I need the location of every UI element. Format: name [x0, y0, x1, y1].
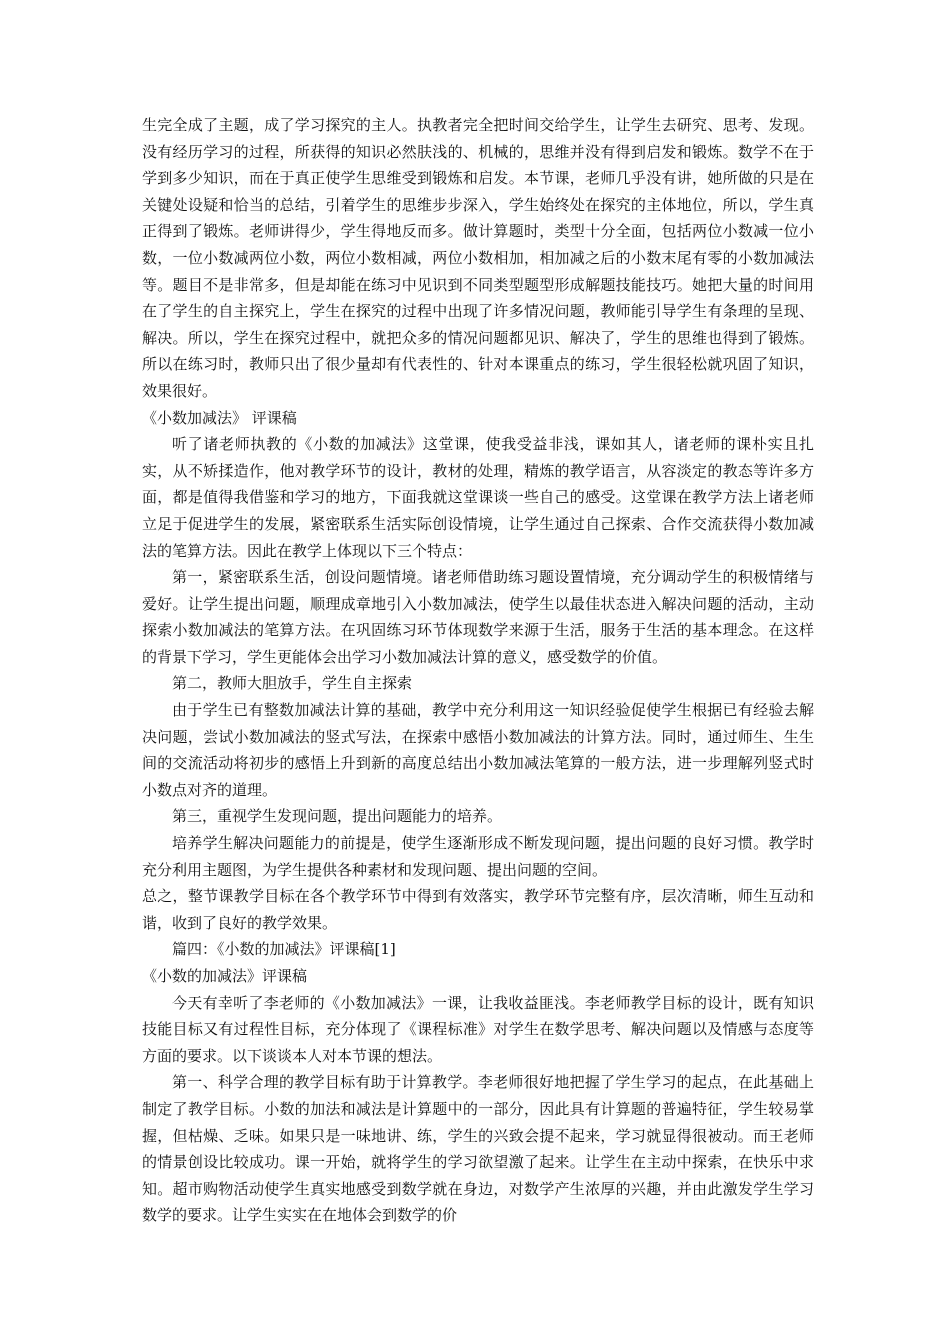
section-title-part-4: 篇四：《小数的加减法》评课稿[1]	[172, 940, 396, 959]
paragraph-review-2-intro: 今天有幸听了李老师的《小数加减法》一课，让我收益匪浅。李老师教学目标的设计，既有知识技能目标又有过程性目标，充分体现了《课程标准》对学生在数学思考、解决问题以及情感与态度等方面的要求。以下谈谈本人对本节课的想法。	[142, 993, 814, 1065]
paragraph-point-1: 第一，紧密联系生活，创设问题情境。诸老师借助练习题设置情境，充分调动学生的积极情绪与爱好。让学生提出问题，顺理成章地引入小数加减法，使学生以最佳状态进入解决问题的活动，主动探索小数加减法的笔算方法。在巩固练习环节体现数学来源于生活，服务于生活的基本理念。在这样的背景下学习，学生更能体会出学习小数加减法计算的意义，感受数学的价值。	[142, 568, 814, 666]
paragraph-review-1-intro: 听了诸老师执教的《小数的加减法》这堂课，使我受益非浅，课如其人，诸老师的课朴实且扎实，从不矫揉造作，他对教学环节的设计，教材的处理，精炼的教学语言，从容淡定的教态等许多方面，都是值得我借鉴和学习的地方，下面我就这堂课谈一些自己的感受。这堂课在教学方法上诸老师立足于促进学生的发展，紧密联系生活实际创设情境，让学生通过自己探索、合作交流获得小数加减法的笔算方法。因此在教学上体现以下三个特点：	[142, 435, 814, 560]
subheading-point-2: 第二，教师大胆放手，学生自主探索	[172, 674, 413, 693]
paragraph-intro-continuation: 生完全成了主题，成了学习探究的主人。执教者完全把时间交给学生，让学生去研究、思考、发现。没有经历学习的过程，所获得的知识必然肤浅的、机械的，思维并没有得到启发和锻炼。数学不在于学到多少知识，而在于真正使学生思维受到锻炼和启发。本节课，老师几乎没有讲，她所做的只是在关键处设疑和恰当的总结，引着学生的思维步步深入，学生始终处在探究的主体地位，所以，学生真正得到了锻炼。老师讲得少，学生得地反而多。做计算题时，类型十分全面，包括两位小数减一位小数，一位小数减两位小数，两位小数相减，两位小数相加，相加减之后的小数末尾有零的小数加减法等。题目不是非常多，但是却能在练习中见识到不同类型题型形成解题技能技巧。她把大量的时间用在了学生的自主探究上，学生在探究的过程中出现了许多情况问题，教师能引导学生有条理的呈现、解决。所以，学生在探究过程中，就把众多的情况问题都见识、解决了，学生的思维也得到了锻炼。所以在练习时，教师只出了很少量却有代表性的、针对本课重点的练习，学生很轻松就巩固了知识，效果很好。	[142, 116, 814, 400]
section-title-review-2: 《小数的加减法》评课稿	[142, 967, 308, 985]
paragraph-point-2: 由于学生已有整数加减法计算的基础，教学中充分利用这一知识经验促使学生根据已有经验去解决问题，尝试小数加减法的竖式写法，在探索中感悟小数加减法的计算方法。同时，通过师生、生生间的交流活动将初步的感悟上升到新的高度总结出小数加减法笔算的一般方法，进一步理解列竖式时小数点对齐的道理。	[142, 701, 814, 799]
paragraph-point-3: 培养学生解决问题能力的前提是，使学生逐渐形成不断发现问题，提出问题的良好习惯。教学时充分利用主题图，为学生提供各种素材和发现问题、提出问题的空间。	[142, 834, 814, 879]
paragraph-summary: 总之，整节课教学目标在各个教学环节中得到有效落实，教学环节完整有序，层次清晰，师生互动和谐，收到了良好的教学效果。	[142, 887, 814, 932]
paragraph-review-2-point-1: 第一、科学合理的教学目标有助于计算教学。李老师很好地把握了学生学习的起点，在此基础上制定了教学目标。小数的加法和减法是计算题中的一部分，因此具有计算题的普遍特征，学生较易掌握，但枯燥、乏味。如果只是一味地讲、练，学生的兴致会提不起来，学习就显得很被动。而王老师的情景创设比较成功。课一开始，就将学生的学习欲望激了起来。让学生在主动中探索，在快乐中求知。超市购物活动使学生真实地感受到数学就在身边，对数学产生浓厚的兴趣，并由此激发学生学习数学的要求。让学生实实在在地体会到数学的价	[142, 1073, 814, 1225]
document-page	[142, 112, 814, 1229]
subheading-point-3: 第三，重视学生发现问题，提出问题能力的培养。	[172, 807, 503, 826]
section-title-review-1: 《小数加减法》 评课稿	[142, 408, 297, 427]
